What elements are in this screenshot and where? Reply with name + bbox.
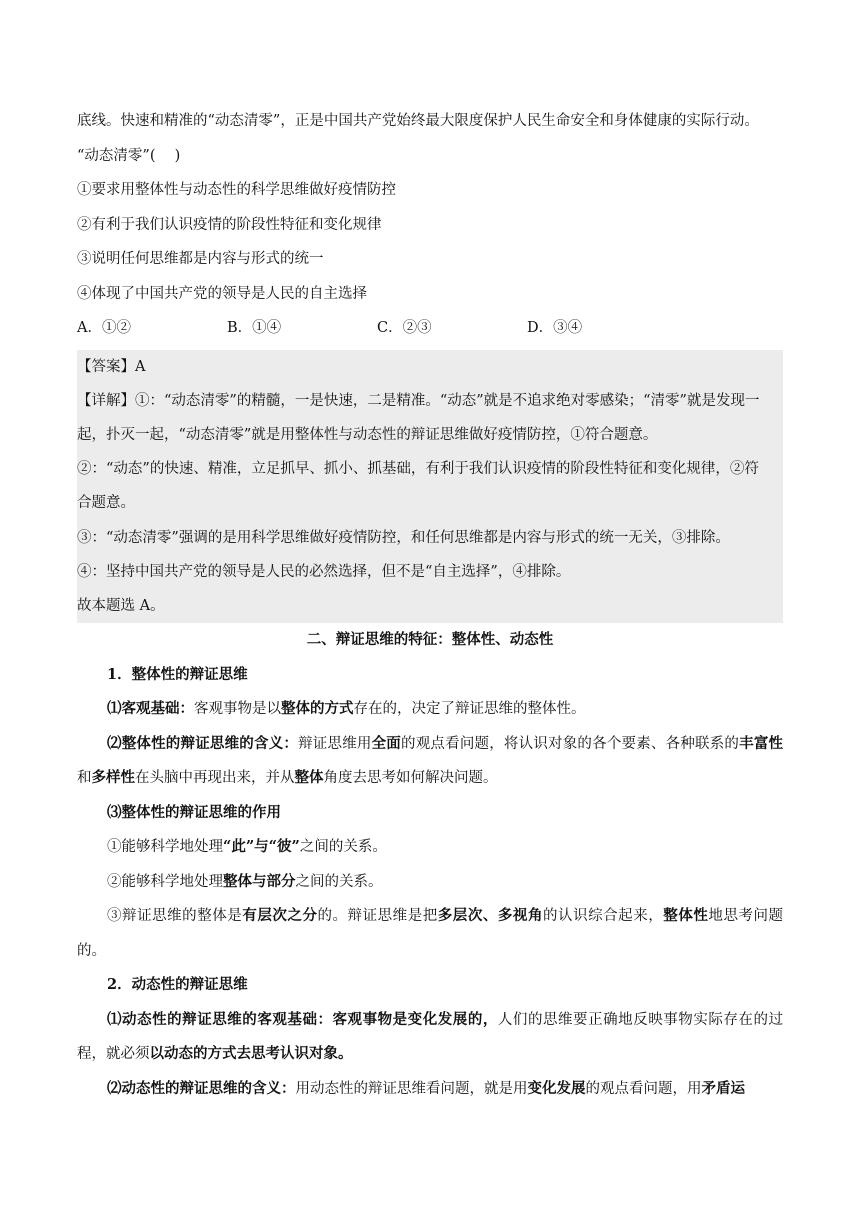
- bold-term: 变化发展: [527, 1079, 586, 1097]
- section-title: 二、辩证思维的特征：整体性、动态性: [306, 631, 554, 649]
- text-run: ①能够科学地处理: [107, 839, 223, 856]
- bold-term: “此”与“彼”: [223, 838, 300, 856]
- answer-label: 【答案】A: [77, 358, 146, 375]
- heading-wholeness: 1．整体性的辩证思维: [107, 665, 248, 683]
- text-run: 用动态性的辩证思维看问题，就是用: [295, 1080, 528, 1097]
- function-item-2: [77, 865, 783, 900]
- bold-term: ⑴动态性的辩证思维的客观基础：客观事物是变化发展的，: [107, 1010, 498, 1028]
- answer-conclusion: 故本题选 A。: [77, 597, 165, 614]
- para-wholeness-meaning: [77, 727, 783, 796]
- question-text-line-1: 底线。快速和精准的“动态清零”，正是中国共产党始终最大限度保护人民生命安全和身体健康的实际行动。: [77, 113, 759, 129]
- page-content: [77, 104, 783, 1106]
- bold-term: 矛盾运: [701, 1079, 745, 1097]
- detail-1-line-2: 起，扑灭一起，“动态清零”就是用整体性与动态性的辩证思维做好疫情防控，①符合题意。: [77, 426, 658, 443]
- function-item-3: [77, 899, 783, 968]
- text-run: ②能够科学地处理: [107, 873, 223, 890]
- statement-1: ①要求用整体性与动态性的科学思维做好疫情防控: [77, 182, 396, 198]
- bold-term: ⑵整体性的辩证思维的含义：: [107, 734, 299, 752]
- answer-box: [77, 350, 783, 624]
- text-run: 客观事物是以: [194, 701, 281, 718]
- text-run: 在头脑中再现出来，并从: [135, 770, 295, 787]
- bold-term: 全面: [371, 734, 402, 752]
- bold-term: 丰富性: [739, 734, 784, 752]
- detail-2-line-2: 合题意。: [77, 495, 135, 512]
- text-run: 的观点看问题，将认识对象的各个要素、各种联系的: [401, 735, 740, 752]
- bold-term: ⑴客观基础：: [107, 700, 194, 718]
- function-item-1: [77, 830, 783, 865]
- answer-options: [77, 311, 783, 346]
- question-text-line-2: “动态清零”( ): [77, 147, 181, 164]
- text-run: 存在的，决定了辩证思维的整体性。: [353, 701, 586, 718]
- bold-term: 多样性: [91, 769, 135, 787]
- bold-term: 整体的方式: [281, 700, 354, 718]
- text-run: 之间的关系。: [295, 873, 383, 890]
- option-a: A．①②: [77, 320, 131, 336]
- bold-term: ⑵动态性的辩证思维的含义：: [107, 1079, 296, 1097]
- para-dynamic-meaning: [77, 1072, 783, 1107]
- text-run: 角度去思考如何解决问题。: [323, 770, 498, 787]
- text-run: 和: [77, 770, 92, 787]
- option-b: B．①④: [227, 320, 282, 336]
- detail-3: ③：“动态清零”强调的是用科学思维做好疫情防控，和任何思维都是内容与形式的统一无关，③排除。: [77, 529, 730, 546]
- option-d: D．③④: [527, 320, 583, 336]
- option-c: C．②③: [377, 320, 432, 336]
- bold-term: 有层次之分: [242, 907, 318, 925]
- bold-term: 多层次、多视角: [437, 907, 544, 925]
- statement-3: ③说明任何思维都是内容与形式的统一: [77, 251, 324, 267]
- detail-2-line-1: ②：“动态”的快速、精准，立足抓早、抓小、抓基础，有利于我们认识疫情的阶段性特征和变化规律，②符: [77, 461, 759, 478]
- heading-dynamic: 2．动态性的辩证思维: [107, 976, 248, 994]
- text-run: 辩证思维用: [298, 735, 372, 752]
- statement-4: ④体现了中国共产党的领导是人民的自主选择: [77, 285, 367, 302]
- para-objective-basis: [77, 692, 783, 727]
- detail-1-line-1: 【详解】①：“动态清零”的精髓，一是快速，二是精准。“动态”就是不追求绝对零感染；“清零”就是发现一: [77, 392, 760, 409]
- text-run: 的。辩证思维是把: [317, 908, 438, 925]
- text-run: 人们的思维要正确地反映事物实际存在的过程，就必须: [77, 1011, 784, 1063]
- text-run: 的认识综合起来，: [543, 908, 664, 925]
- statement-2: ②有利于我们认识疫情的阶段性特征和变化规律: [77, 216, 382, 233]
- bold-term: 整体性: [663, 907, 709, 925]
- detail-4: ④：坚持中国共产党的领导是人民的必然选择，但不是“自主选择”，④排除。: [77, 563, 571, 580]
- text-run: 地思考问题的。: [77, 908, 784, 959]
- bold-term: 以动态的方式去思考认识对象。: [149, 1045, 353, 1063]
- bold-term: 整体: [294, 769, 324, 787]
- para-dynamic-basis: [77, 1003, 783, 1072]
- bold-term: 整体与部分: [223, 872, 296, 890]
- heading-wholeness-function: ⑶整体性的辩证思维的作用: [107, 803, 281, 821]
- text-run: 之间的关系。: [299, 839, 387, 856]
- text-run: ③辩证思维的整体是: [107, 908, 243, 925]
- text-run: 的观点看问题，用: [585, 1080, 702, 1097]
